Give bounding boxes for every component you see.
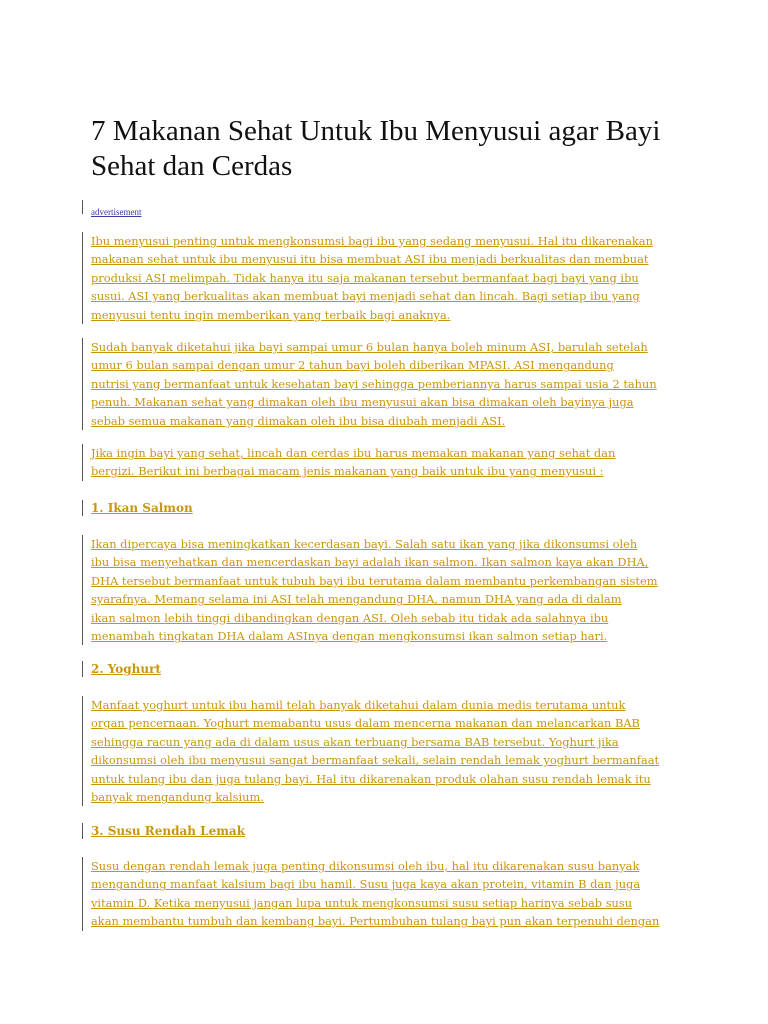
text-line: Jika ingin bayi yang sehat, lincah dan cerdas ibu harus memakan makanan yang sehat dan	[91, 446, 616, 460]
text-line: umur 6 bulan sampai dengan umur 2 tahun bayi boleh diberikan MPASI. ASI mengandung	[91, 358, 614, 373]
article-title: 7 Makanan Sehat Untuk Ibu Menyusui agar Bayi Sehat dan Cerdas	[91, 115, 661, 182]
heading-susu-rendah-lemak: 3. Susu Rendah Lemak	[82, 823, 682, 839]
text-line: untuk tulang ibu dan juga tulang bayi. Hal itu dikarenakan produk olahan susu rendah lemak itu	[91, 771, 651, 786]
text-line: sehingga racun yang ada di dalam usus akan terbuang bersama BAB tersebut. Yoghurt jika	[91, 734, 619, 749]
text-line: Manfaat yoghurt untuk ibu hamil telah banyak diketahui dalam dunia medis terutama untuk	[91, 698, 626, 712]
text-line: penuh. Makanan sehat yang dimakan oleh ibu menyusui akan bisa dimakan oleh bayinya juga	[91, 395, 634, 410]
text-line: akan membantu tumbuh dan kembang bayi. Pertumbuhan tulang bayi pun akan terpenuhi dengan	[91, 914, 660, 929]
paragraph-ikan-salmon	[82, 535, 682, 645]
text-line: dikonsumsi oleh ibu menyusui sangat bermanfaat sekali, selain rendah lemak yoghurt bermanfaat	[91, 753, 660, 768]
text-line: Sudah banyak diketahui jika bayi sampai umur 6 bulan hanya boleh minum ASI, barulah setelah	[91, 340, 648, 354]
text-line: syarafnya. Memang selama ini ASI telah mengandung DHA, namun DHA yang ada di dalam	[91, 592, 622, 607]
text-line: makanan sehat untuk ibu menyusui itu bisa membuat ASI ibu menjadi berkualitas dan membuat	[91, 252, 649, 267]
text-line: organ pencernaan. Yoghurt memabantu usus dalam mencerna makanan dan melancarkan BAB	[91, 716, 640, 731]
text-line: DHA tersebut bermanfaat untuk tubuh bayi ibu terutama dalam membantu perkembangan sistem	[91, 573, 658, 588]
text-line: bergizi. Berikut ini berbagai macam jenis makanan yang baik untuk ibu yang menyusui :	[91, 464, 604, 479]
text-line: ikan salmon lebih tinggi dibandingkan dengan ASI. Oleh sebab itu tidak ada salahnya ibu	[91, 610, 609, 625]
paragraph-list-intro	[82, 444, 682, 481]
text-line: sebab semua makanan yang dimakan oleh ibu bisa diubah menjadi ASI.	[91, 413, 506, 428]
paragraph-susu	[82, 857, 682, 931]
text-line: produksi ASI melimpah. Tidak hanya itu saja makanan tersebut bermanfaat bagi bayi yang ibu	[91, 270, 639, 285]
text-line: ibu bisa menyehatkan dan mencerdaskan bayi adalah ikan salmon. Ikan salmon kaya akan DHA,	[91, 555, 649, 570]
paragraph-asi	[82, 338, 682, 430]
heading-ikan-salmon: 1. Ikan Salmon	[82, 500, 682, 516]
text-line: susui. ASI yang berkualitas akan membuat bayi menjadi sehat dan lincah. Bagi setiap ibu yang	[91, 289, 640, 304]
text-line: Susu dengan rendah lemak juga penting dikonsumsi oleh ibu, hal itu dikarenakan susu banyak	[91, 859, 640, 873]
paragraph-intro	[82, 232, 682, 324]
text-line: Ibu menyusui penting untuk mengkonsumsi bagi ibu yang sedang menyusui. Hal itu dikarenakan	[91, 234, 653, 248]
text-line: vitamin D. Ketika menyusui jangan lupa untuk mengkonsumsi susu setiap harinya sebab susu	[91, 895, 633, 910]
heading-yoghurt: 2. Yoghurt	[82, 661, 682, 677]
text-line: nutrisi yang bermanfaat untuk kesehatan bayi sehingga pemberiannya harus sampai usia 2 tahun	[91, 376, 657, 391]
advertisement-link[interactable]: advertisement	[91, 207, 142, 217]
text-line: Ikan dipercaya bisa meningkatkan kecerdasan bayi. Salah satu ikan yang jika dikonsumsi oleh	[91, 537, 638, 551]
text-line: menyusui tentu ingin memberikan yang terbaik bagi anaknya.	[91, 307, 451, 322]
paragraph-yoghurt	[82, 696, 682, 806]
text-line: banyak mengandung kalsium.	[91, 790, 264, 805]
text-line: menambah tingkatan DHA dalam ASInya dengan mengkonsumsi ikan salmon setiap hari.	[91, 629, 608, 644]
text-line: mengandung manfaat kalsium bagi ibu hamil. Susu juga kaya akan protein, vitamin B dan juga	[91, 877, 641, 892]
advertisement-block	[82, 200, 682, 217]
